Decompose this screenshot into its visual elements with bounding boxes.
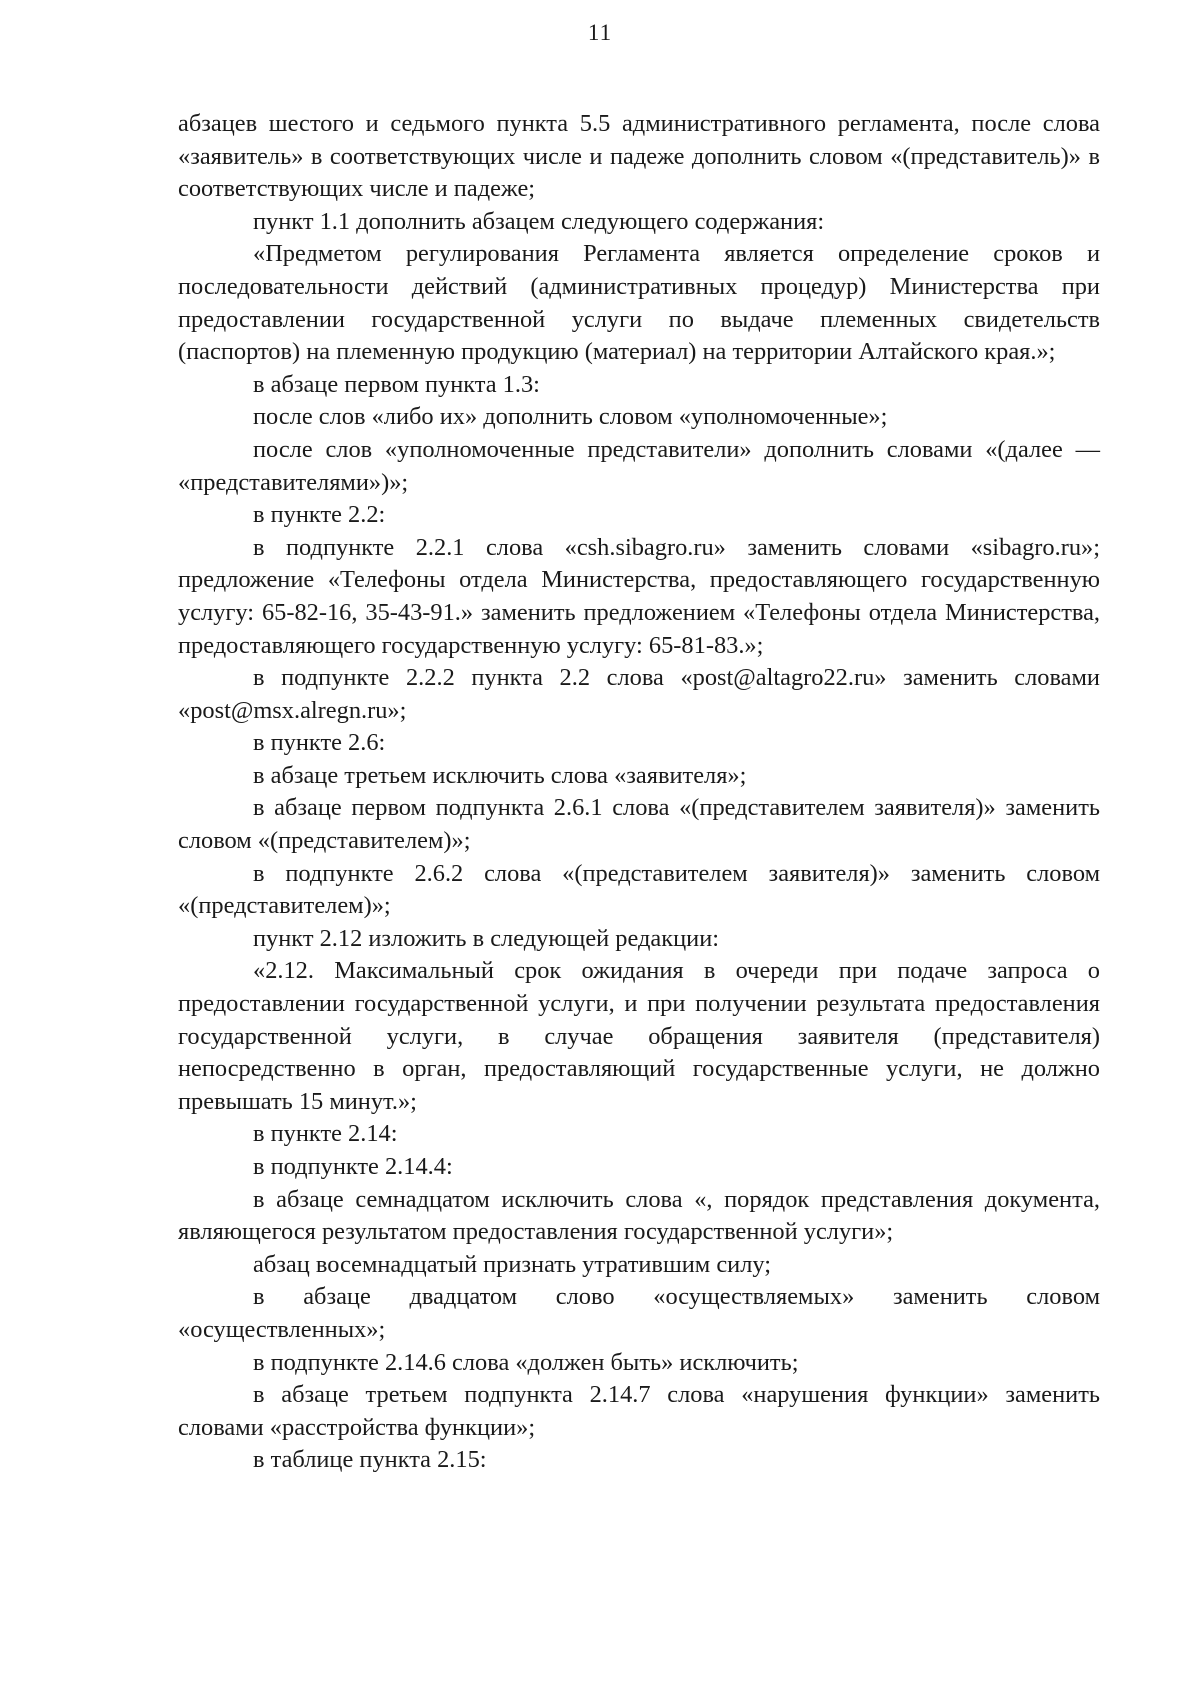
paragraph: «Предметом регулирования Регламента является определение сроков и последовательности действий (административных процедур) Министерства при предоставлении государственной услуги по выдаче племенных свидетельств (паспортов) на племенную продукцию (материал) на территории Алтайского края.»; xyxy=(178,240,1100,366)
paragraph: в абзаце двадцатом слово «осуществляемых» заменить словом «осуществленных»; xyxy=(178,1283,1100,1343)
paragraph: в абзаце первом подпункта 2.6.1 слова «(представителем заявителя)» заменить словом «(представителем)»; xyxy=(178,794,1100,855)
document-body xyxy=(178,108,1100,1477)
paragraph: после слов «либо их» дополнить словом «уполномоченные»; xyxy=(253,403,888,431)
paragraph: в абзаце третьем исключить слова «заявителя»; xyxy=(253,761,747,789)
paragraph: в подпункте 2.2.1 слова «csh.sibagro.ru» заменить словами «sibagro.ru»; предложение «Телефоны отдела Министерства, предоставляющего государственную услугу: 65-82-16, 35-43-91.» заменить предложением «Телефоны отдела Министерства, предоставляющего государственную услугу: 65-81-83.»; xyxy=(178,533,1100,659)
paragraph: абзац восемнадцатый признать утратившим силу; xyxy=(253,1250,772,1278)
paragraph: в пункте 2.2: xyxy=(253,501,386,529)
paragraph: после слов «уполномоченные представители» дополнить словами «(далее — «представителями»)»; xyxy=(178,435,1100,496)
paragraph: в абзаце третьем подпункта 2.14.7 слова «нарушения функции» заменить словами «расстройства функции»; xyxy=(178,1381,1100,1441)
paragraph: в таблице пункта 2.15: xyxy=(253,1446,487,1474)
paragraph: в пункте 2.6: xyxy=(253,729,386,757)
paragraph: «2.12. Максимальный срок ожидания в очереди при подаче запроса о предоставлении государственной услуги, и при получении результата предоставления государственной услуги, в случае обращения заявителя (представителя) непосредственно в орган, предоставляющий государственные услуги, не должно превышать 15 минут.»; xyxy=(178,957,1100,1115)
paragraph: в подпункте 2.6.2 слова «(представителем заявителя)» заменить словом «(представителем)»; xyxy=(178,859,1100,920)
paragraph: абзацев шестого и седьмого пункта 5.5 административного регламента, после слова «заявитель» в соответствующих числе и падеже дополнить словом «(представитель)» в соответствующих числе и падеже; xyxy=(178,110,1100,203)
paragraph: в подпункте 2.14.6 слова «должен быть» исключить; xyxy=(253,1348,799,1376)
paragraph: в пункте 2.14: xyxy=(253,1120,398,1148)
paragraph: пункт 2.12 изложить в следующей редакции: xyxy=(253,924,720,952)
paragraph: в абзаце семнадцатом исключить слова «, порядок представления документа, являющегося результатом предоставления государственной услуги»; xyxy=(178,1185,1100,1246)
paragraph: в подпункте 2.2.2 пункта 2.2 слова «post@altagro22.ru» заменить словами «post@msx.alregn.ru»; xyxy=(178,664,1100,724)
page-number: 11 xyxy=(587,20,613,45)
paragraph: в абзаце первом пункта 1.3: xyxy=(253,370,540,398)
paragraph: в подпункте 2.14.4: xyxy=(253,1153,453,1180)
paragraph: пункт 1.1 дополнить абзацем следующего содержания: xyxy=(253,207,825,235)
